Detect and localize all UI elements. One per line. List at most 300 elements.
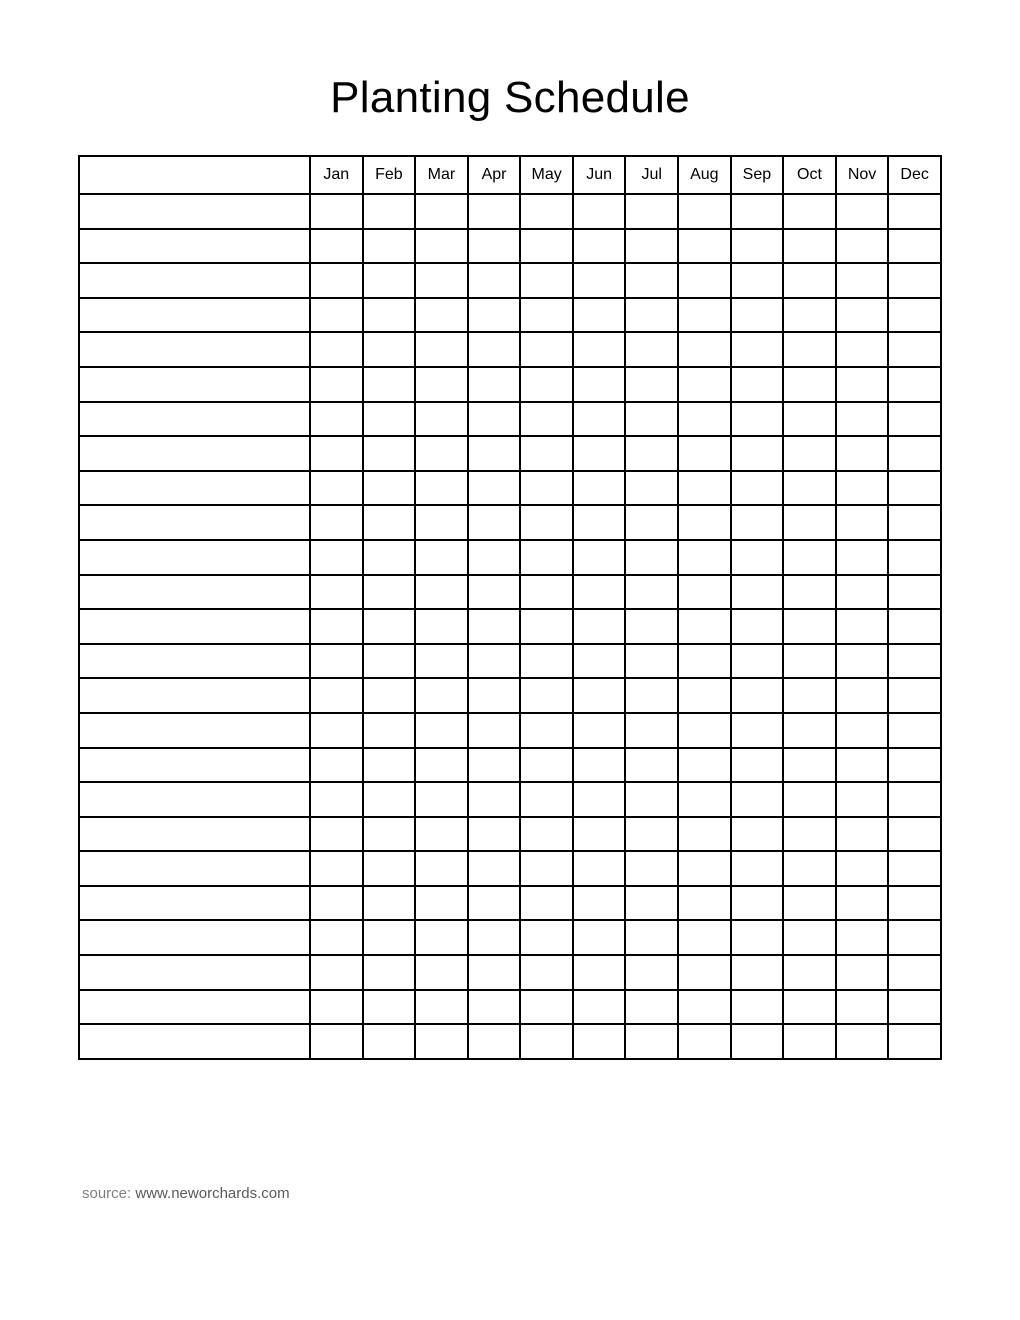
- month-cell[interactable]: [783, 298, 836, 333]
- month-cell[interactable]: [836, 748, 889, 783]
- month-cell[interactable]: [888, 575, 941, 610]
- month-cell[interactable]: [573, 540, 626, 575]
- plant-name-cell[interactable]: [79, 436, 310, 471]
- plant-name-cell[interactable]: [79, 851, 310, 886]
- month-cell[interactable]: [310, 471, 363, 506]
- month-cell[interactable]: [731, 505, 784, 540]
- month-cell[interactable]: [363, 229, 416, 264]
- month-cell[interactable]: [363, 471, 416, 506]
- month-cell[interactable]: [836, 678, 889, 713]
- month-cell[interactable]: [678, 1024, 731, 1059]
- month-cell[interactable]: [573, 1024, 626, 1059]
- month-cell[interactable]: [625, 886, 678, 921]
- month-cell[interactable]: [836, 609, 889, 644]
- month-cell[interactable]: [731, 782, 784, 817]
- month-cell[interactable]: [836, 298, 889, 333]
- month-cell[interactable]: [678, 263, 731, 298]
- month-cell[interactable]: [415, 713, 468, 748]
- month-cell[interactable]: [888, 471, 941, 506]
- month-cell[interactable]: [783, 644, 836, 679]
- month-cell[interactable]: [310, 298, 363, 333]
- month-cell[interactable]: [520, 609, 573, 644]
- plant-name-cell[interactable]: [79, 678, 310, 713]
- month-cell[interactable]: [888, 782, 941, 817]
- month-cell[interactable]: [468, 263, 521, 298]
- month-cell[interactable]: [888, 748, 941, 783]
- month-cell[interactable]: [836, 955, 889, 990]
- month-cell[interactable]: [625, 782, 678, 817]
- month-cell[interactable]: [468, 990, 521, 1025]
- month-cell[interactable]: [310, 920, 363, 955]
- month-cell[interactable]: [678, 817, 731, 852]
- month-cell[interactable]: [363, 332, 416, 367]
- month-cell[interactable]: [836, 367, 889, 402]
- plant-name-cell[interactable]: [79, 367, 310, 402]
- month-cell[interactable]: [520, 194, 573, 229]
- month-cell[interactable]: [573, 471, 626, 506]
- month-cell[interactable]: [625, 194, 678, 229]
- month-cell[interactable]: [520, 263, 573, 298]
- month-cell[interactable]: [731, 644, 784, 679]
- month-cell[interactable]: [310, 575, 363, 610]
- plant-name-cell[interactable]: [79, 782, 310, 817]
- month-cell[interactable]: [310, 194, 363, 229]
- month-cell[interactable]: [625, 748, 678, 783]
- month-cell[interactable]: [731, 713, 784, 748]
- month-cell[interactable]: [520, 782, 573, 817]
- month-cell[interactable]: [573, 782, 626, 817]
- month-cell[interactable]: [678, 713, 731, 748]
- month-cell[interactable]: [625, 920, 678, 955]
- month-cell[interactable]: [783, 817, 836, 852]
- plant-name-cell[interactable]: [79, 955, 310, 990]
- month-cell[interactable]: [888, 851, 941, 886]
- month-cell[interactable]: [783, 782, 836, 817]
- month-cell[interactable]: [836, 575, 889, 610]
- month-cell[interactable]: [783, 367, 836, 402]
- month-cell[interactable]: [573, 920, 626, 955]
- month-cell[interactable]: [783, 332, 836, 367]
- month-cell[interactable]: [520, 817, 573, 852]
- plant-name-cell[interactable]: [79, 990, 310, 1025]
- month-cell[interactable]: [836, 402, 889, 437]
- month-cell[interactable]: [520, 748, 573, 783]
- month-cell[interactable]: [415, 678, 468, 713]
- month-cell[interactable]: [678, 540, 731, 575]
- month-cell[interactable]: [520, 298, 573, 333]
- month-cell[interactable]: [888, 402, 941, 437]
- month-cell[interactable]: [363, 990, 416, 1025]
- month-cell[interactable]: [678, 920, 731, 955]
- month-cell[interactable]: [625, 436, 678, 471]
- month-cell[interactable]: [888, 644, 941, 679]
- month-cell[interactable]: [520, 920, 573, 955]
- month-cell[interactable]: [731, 955, 784, 990]
- plant-name-cell[interactable]: [79, 540, 310, 575]
- month-cell[interactable]: [363, 678, 416, 713]
- month-cell[interactable]: [520, 471, 573, 506]
- source-link[interactable]: www.neworchards.com: [135, 1185, 290, 1202]
- month-cell[interactable]: [363, 298, 416, 333]
- month-cell[interactable]: [731, 886, 784, 921]
- month-cell[interactable]: [415, 955, 468, 990]
- month-cell[interactable]: [415, 886, 468, 921]
- month-cell[interactable]: [731, 575, 784, 610]
- month-cell[interactable]: [573, 367, 626, 402]
- month-cell[interactable]: [836, 436, 889, 471]
- plant-name-cell[interactable]: [79, 298, 310, 333]
- month-cell[interactable]: [888, 540, 941, 575]
- month-cell[interactable]: [468, 332, 521, 367]
- month-cell[interactable]: [836, 817, 889, 852]
- month-cell[interactable]: [836, 713, 889, 748]
- month-cell[interactable]: [888, 609, 941, 644]
- month-cell[interactable]: [415, 194, 468, 229]
- month-cell[interactable]: [468, 817, 521, 852]
- month-cell[interactable]: [310, 990, 363, 1025]
- month-cell[interactable]: [678, 575, 731, 610]
- month-cell[interactable]: [573, 609, 626, 644]
- month-cell[interactable]: [310, 644, 363, 679]
- month-cell[interactable]: [783, 436, 836, 471]
- month-cell[interactable]: [731, 436, 784, 471]
- month-cell[interactable]: [731, 920, 784, 955]
- month-cell[interactable]: [363, 194, 416, 229]
- month-cell[interactable]: [836, 644, 889, 679]
- month-cell[interactable]: [888, 955, 941, 990]
- month-cell[interactable]: [468, 644, 521, 679]
- month-cell[interactable]: [573, 713, 626, 748]
- month-cell[interactable]: [468, 886, 521, 921]
- month-cell[interactable]: [310, 609, 363, 644]
- month-cell[interactable]: [468, 229, 521, 264]
- month-cell[interactable]: [625, 817, 678, 852]
- month-cell[interactable]: [468, 851, 521, 886]
- month-cell[interactable]: [415, 332, 468, 367]
- plant-name-cell[interactable]: [79, 263, 310, 298]
- month-cell[interactable]: [468, 782, 521, 817]
- month-cell[interactable]: [783, 1024, 836, 1059]
- month-cell[interactable]: [836, 990, 889, 1025]
- month-cell[interactable]: [468, 748, 521, 783]
- month-cell[interactable]: [783, 955, 836, 990]
- month-cell[interactable]: [363, 540, 416, 575]
- plant-name-cell[interactable]: [79, 575, 310, 610]
- plant-name-cell[interactable]: [79, 471, 310, 506]
- month-cell[interactable]: [731, 332, 784, 367]
- month-cell[interactable]: [415, 367, 468, 402]
- month-cell[interactable]: [836, 540, 889, 575]
- month-cell[interactable]: [888, 920, 941, 955]
- month-cell[interactable]: [520, 332, 573, 367]
- month-cell[interactable]: [520, 505, 573, 540]
- month-cell[interactable]: [468, 505, 521, 540]
- month-cell[interactable]: [415, 817, 468, 852]
- month-cell[interactable]: [520, 402, 573, 437]
- month-cell[interactable]: [731, 402, 784, 437]
- plant-name-cell[interactable]: [79, 194, 310, 229]
- month-cell[interactable]: [678, 644, 731, 679]
- month-cell[interactable]: [888, 505, 941, 540]
- month-cell[interactable]: [415, 229, 468, 264]
- month-cell[interactable]: [836, 471, 889, 506]
- month-cell[interactable]: [783, 713, 836, 748]
- month-cell[interactable]: [678, 955, 731, 990]
- month-cell[interactable]: [520, 436, 573, 471]
- month-cell[interactable]: [888, 678, 941, 713]
- month-cell[interactable]: [573, 332, 626, 367]
- month-cell[interactable]: [625, 298, 678, 333]
- plant-name-cell[interactable]: [79, 609, 310, 644]
- month-cell[interactable]: [731, 817, 784, 852]
- plant-name-cell[interactable]: [79, 644, 310, 679]
- month-cell[interactable]: [363, 263, 416, 298]
- month-cell[interactable]: [678, 886, 731, 921]
- month-cell[interactable]: [468, 1024, 521, 1059]
- month-cell[interactable]: [415, 436, 468, 471]
- month-cell[interactable]: [836, 782, 889, 817]
- month-cell[interactable]: [363, 402, 416, 437]
- month-cell[interactable]: [573, 436, 626, 471]
- month-cell[interactable]: [520, 644, 573, 679]
- month-cell[interactable]: [731, 540, 784, 575]
- month-cell[interactable]: [310, 748, 363, 783]
- month-cell[interactable]: [836, 1024, 889, 1059]
- month-cell[interactable]: [363, 575, 416, 610]
- month-cell[interactable]: [783, 540, 836, 575]
- month-cell[interactable]: [363, 782, 416, 817]
- month-cell[interactable]: [836, 920, 889, 955]
- month-cell[interactable]: [678, 402, 731, 437]
- month-cell[interactable]: [573, 298, 626, 333]
- month-cell[interactable]: [783, 505, 836, 540]
- month-cell[interactable]: [783, 678, 836, 713]
- month-cell[interactable]: [731, 678, 784, 713]
- month-cell[interactable]: [678, 194, 731, 229]
- month-cell[interactable]: [310, 367, 363, 402]
- month-cell[interactable]: [731, 367, 784, 402]
- month-cell[interactable]: [468, 678, 521, 713]
- month-cell[interactable]: [678, 678, 731, 713]
- month-cell[interactable]: [573, 194, 626, 229]
- month-cell[interactable]: [888, 990, 941, 1025]
- month-cell[interactable]: [468, 955, 521, 990]
- month-cell[interactable]: [415, 1024, 468, 1059]
- month-cell[interactable]: [678, 609, 731, 644]
- month-cell[interactable]: [520, 990, 573, 1025]
- month-cell[interactable]: [310, 817, 363, 852]
- month-cell[interactable]: [520, 229, 573, 264]
- month-cell[interactable]: [888, 332, 941, 367]
- month-cell[interactable]: [310, 782, 363, 817]
- plant-name-cell[interactable]: [79, 505, 310, 540]
- month-cell[interactable]: [310, 332, 363, 367]
- month-cell[interactable]: [625, 575, 678, 610]
- month-cell[interactable]: [573, 851, 626, 886]
- month-cell[interactable]: [625, 678, 678, 713]
- month-cell[interactable]: [468, 367, 521, 402]
- month-cell[interactable]: [783, 609, 836, 644]
- month-cell[interactable]: [415, 505, 468, 540]
- month-cell[interactable]: [573, 575, 626, 610]
- month-cell[interactable]: [573, 505, 626, 540]
- plant-name-cell[interactable]: [79, 1024, 310, 1059]
- month-cell[interactable]: [836, 505, 889, 540]
- month-cell[interactable]: [783, 990, 836, 1025]
- month-cell[interactable]: [573, 817, 626, 852]
- month-cell[interactable]: [468, 540, 521, 575]
- plant-name-cell[interactable]: [79, 886, 310, 921]
- month-cell[interactable]: [678, 782, 731, 817]
- month-cell[interactable]: [520, 1024, 573, 1059]
- month-cell[interactable]: [363, 920, 416, 955]
- month-cell[interactable]: [468, 402, 521, 437]
- month-cell[interactable]: [415, 782, 468, 817]
- month-cell[interactable]: [836, 229, 889, 264]
- month-cell[interactable]: [468, 920, 521, 955]
- month-cell[interactable]: [625, 540, 678, 575]
- month-cell[interactable]: [731, 298, 784, 333]
- month-cell[interactable]: [836, 886, 889, 921]
- month-cell[interactable]: [310, 263, 363, 298]
- month-cell[interactable]: [625, 471, 678, 506]
- month-cell[interactable]: [310, 886, 363, 921]
- month-cell[interactable]: [625, 955, 678, 990]
- month-cell[interactable]: [625, 1024, 678, 1059]
- plant-name-cell[interactable]: [79, 402, 310, 437]
- month-cell[interactable]: [888, 194, 941, 229]
- month-cell[interactable]: [888, 817, 941, 852]
- month-cell[interactable]: [520, 367, 573, 402]
- month-cell[interactable]: [731, 748, 784, 783]
- month-cell[interactable]: [363, 609, 416, 644]
- month-cell[interactable]: [678, 990, 731, 1025]
- month-cell[interactable]: [310, 540, 363, 575]
- month-cell[interactable]: [731, 1024, 784, 1059]
- month-cell[interactable]: [625, 332, 678, 367]
- month-cell[interactable]: [625, 990, 678, 1025]
- plant-name-cell[interactable]: [79, 713, 310, 748]
- month-cell[interactable]: [415, 990, 468, 1025]
- month-cell[interactable]: [468, 194, 521, 229]
- month-cell[interactable]: [363, 817, 416, 852]
- month-cell[interactable]: [415, 298, 468, 333]
- month-cell[interactable]: [678, 229, 731, 264]
- month-cell[interactable]: [310, 436, 363, 471]
- month-cell[interactable]: [678, 436, 731, 471]
- month-cell[interactable]: [625, 609, 678, 644]
- month-cell[interactable]: [468, 471, 521, 506]
- month-cell[interactable]: [363, 505, 416, 540]
- month-cell[interactable]: [415, 748, 468, 783]
- month-cell[interactable]: [573, 263, 626, 298]
- month-cell[interactable]: [363, 644, 416, 679]
- month-cell[interactable]: [783, 471, 836, 506]
- month-cell[interactable]: [678, 851, 731, 886]
- month-cell[interactable]: [783, 263, 836, 298]
- month-cell[interactable]: [625, 713, 678, 748]
- month-cell[interactable]: [888, 263, 941, 298]
- month-cell[interactable]: [363, 367, 416, 402]
- month-cell[interactable]: [573, 229, 626, 264]
- month-cell[interactable]: [468, 575, 521, 610]
- month-cell[interactable]: [625, 644, 678, 679]
- month-cell[interactable]: [888, 886, 941, 921]
- month-cell[interactable]: [310, 1024, 363, 1059]
- month-cell[interactable]: [888, 436, 941, 471]
- plant-name-cell[interactable]: [79, 748, 310, 783]
- month-cell[interactable]: [310, 505, 363, 540]
- month-cell[interactable]: [888, 298, 941, 333]
- month-cell[interactable]: [415, 920, 468, 955]
- month-cell[interactable]: [415, 402, 468, 437]
- month-cell[interactable]: [625, 851, 678, 886]
- month-cell[interactable]: [520, 713, 573, 748]
- month-cell[interactable]: [520, 886, 573, 921]
- month-cell[interactable]: [836, 194, 889, 229]
- month-cell[interactable]: [678, 298, 731, 333]
- month-cell[interactable]: [836, 851, 889, 886]
- month-cell[interactable]: [520, 575, 573, 610]
- plant-name-cell[interactable]: [79, 920, 310, 955]
- month-cell[interactable]: [731, 609, 784, 644]
- month-cell[interactable]: [415, 471, 468, 506]
- month-cell[interactable]: [573, 748, 626, 783]
- month-cell[interactable]: [783, 920, 836, 955]
- month-cell[interactable]: [468, 298, 521, 333]
- month-cell[interactable]: [783, 748, 836, 783]
- month-cell[interactable]: [573, 955, 626, 990]
- month-cell[interactable]: [363, 851, 416, 886]
- month-cell[interactable]: [363, 886, 416, 921]
- month-cell[interactable]: [415, 609, 468, 644]
- month-cell[interactable]: [783, 229, 836, 264]
- month-cell[interactable]: [415, 540, 468, 575]
- month-cell[interactable]: [415, 644, 468, 679]
- month-cell[interactable]: [836, 263, 889, 298]
- month-cell[interactable]: [468, 609, 521, 644]
- month-cell[interactable]: [520, 955, 573, 990]
- month-cell[interactable]: [573, 678, 626, 713]
- month-cell[interactable]: [573, 402, 626, 437]
- month-cell[interactable]: [310, 713, 363, 748]
- month-cell[interactable]: [363, 748, 416, 783]
- month-cell[interactable]: [888, 1024, 941, 1059]
- month-cell[interactable]: [573, 886, 626, 921]
- month-cell[interactable]: [783, 402, 836, 437]
- month-cell[interactable]: [625, 367, 678, 402]
- plant-name-cell[interactable]: [79, 817, 310, 852]
- month-cell[interactable]: [363, 713, 416, 748]
- month-cell[interactable]: [310, 955, 363, 990]
- month-cell[interactable]: [468, 713, 521, 748]
- month-cell[interactable]: [520, 851, 573, 886]
- month-cell[interactable]: [783, 194, 836, 229]
- month-cell[interactable]: [731, 990, 784, 1025]
- month-cell[interactable]: [731, 851, 784, 886]
- month-cell[interactable]: [731, 263, 784, 298]
- month-cell[interactable]: [415, 263, 468, 298]
- month-cell[interactable]: [415, 851, 468, 886]
- month-cell[interactable]: [888, 367, 941, 402]
- month-cell[interactable]: [678, 748, 731, 783]
- month-cell[interactable]: [625, 263, 678, 298]
- month-cell[interactable]: [731, 229, 784, 264]
- month-cell[interactable]: [783, 886, 836, 921]
- month-cell[interactable]: [363, 436, 416, 471]
- month-cell[interactable]: [678, 367, 731, 402]
- month-cell[interactable]: [363, 1024, 416, 1059]
